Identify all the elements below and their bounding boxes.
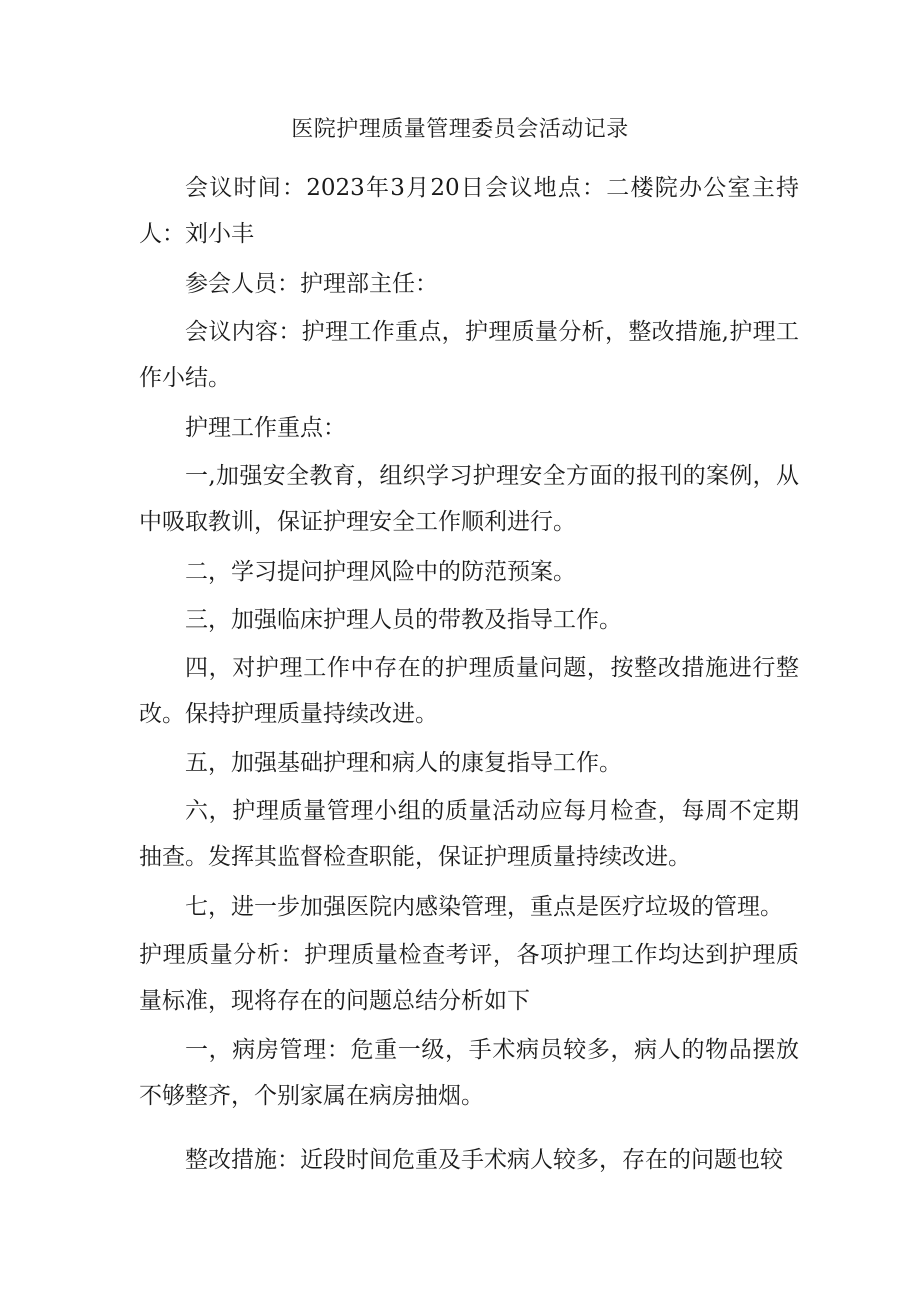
work-focus-item-5: 五，加强基础护理和病人的康复指导工作。	[185, 750, 622, 776]
work-focus-heading: 护理工作重点：	[185, 415, 346, 441]
work-focus-item-4: 四，对护理工作中存在的护理质量问题，按整改措施进行整改。保持护理质量持续改进。	[139, 655, 799, 727]
work-focus-item-1: 一,加强安全教育，组织学习护理安全方面的报刊的案例，从中吸取教训，保证护理安全工作顺利进行。	[139, 463, 799, 535]
work-focus-item-6: 六，护理质量管理小组的质量活动应每月检查，每周不定期抽查。发挥其监督检查职能，保证护理质量持续改进。	[139, 798, 799, 870]
work-focus-item-3: 三，加强临床护理人员的带教及指导工作。	[185, 607, 622, 633]
work-focus-item-7: 七，进一步加强医院内感染管理，重点是医疗垃圾的管理。	[185, 894, 783, 920]
quality-analysis-paragraph: 护理质量分析：护理质量检查考评，各项护理工作均达到护理质量标准，现将存在的问题总结分析如下	[139, 942, 799, 1014]
ward-management-paragraph: 一，病房管理：危重一级，手术病员较多，病人的物品摆放不够整齐，个别家属在病房抽烟。	[139, 1037, 799, 1109]
meeting-info-paragraph: 会议时间：2023年3月20日会议地点：二楼院办公室主持人：刘小丰	[139, 175, 799, 247]
document-title: 医院护理质量管理委员会活动记录	[291, 117, 629, 142]
meeting-content-paragraph: 会议内容：护理工作重点，护理质量分析，整改措施,护理工作小结。	[139, 319, 799, 391]
rectification-paragraph: 整改措施：近段时间危重及手术病人较多，存在的问题也较	[185, 1147, 783, 1173]
work-focus-item-2: 二，学习提问护理风险中的防范预案。	[185, 559, 576, 585]
attendees-paragraph: 参会人员：护理部主任：	[185, 271, 438, 297]
